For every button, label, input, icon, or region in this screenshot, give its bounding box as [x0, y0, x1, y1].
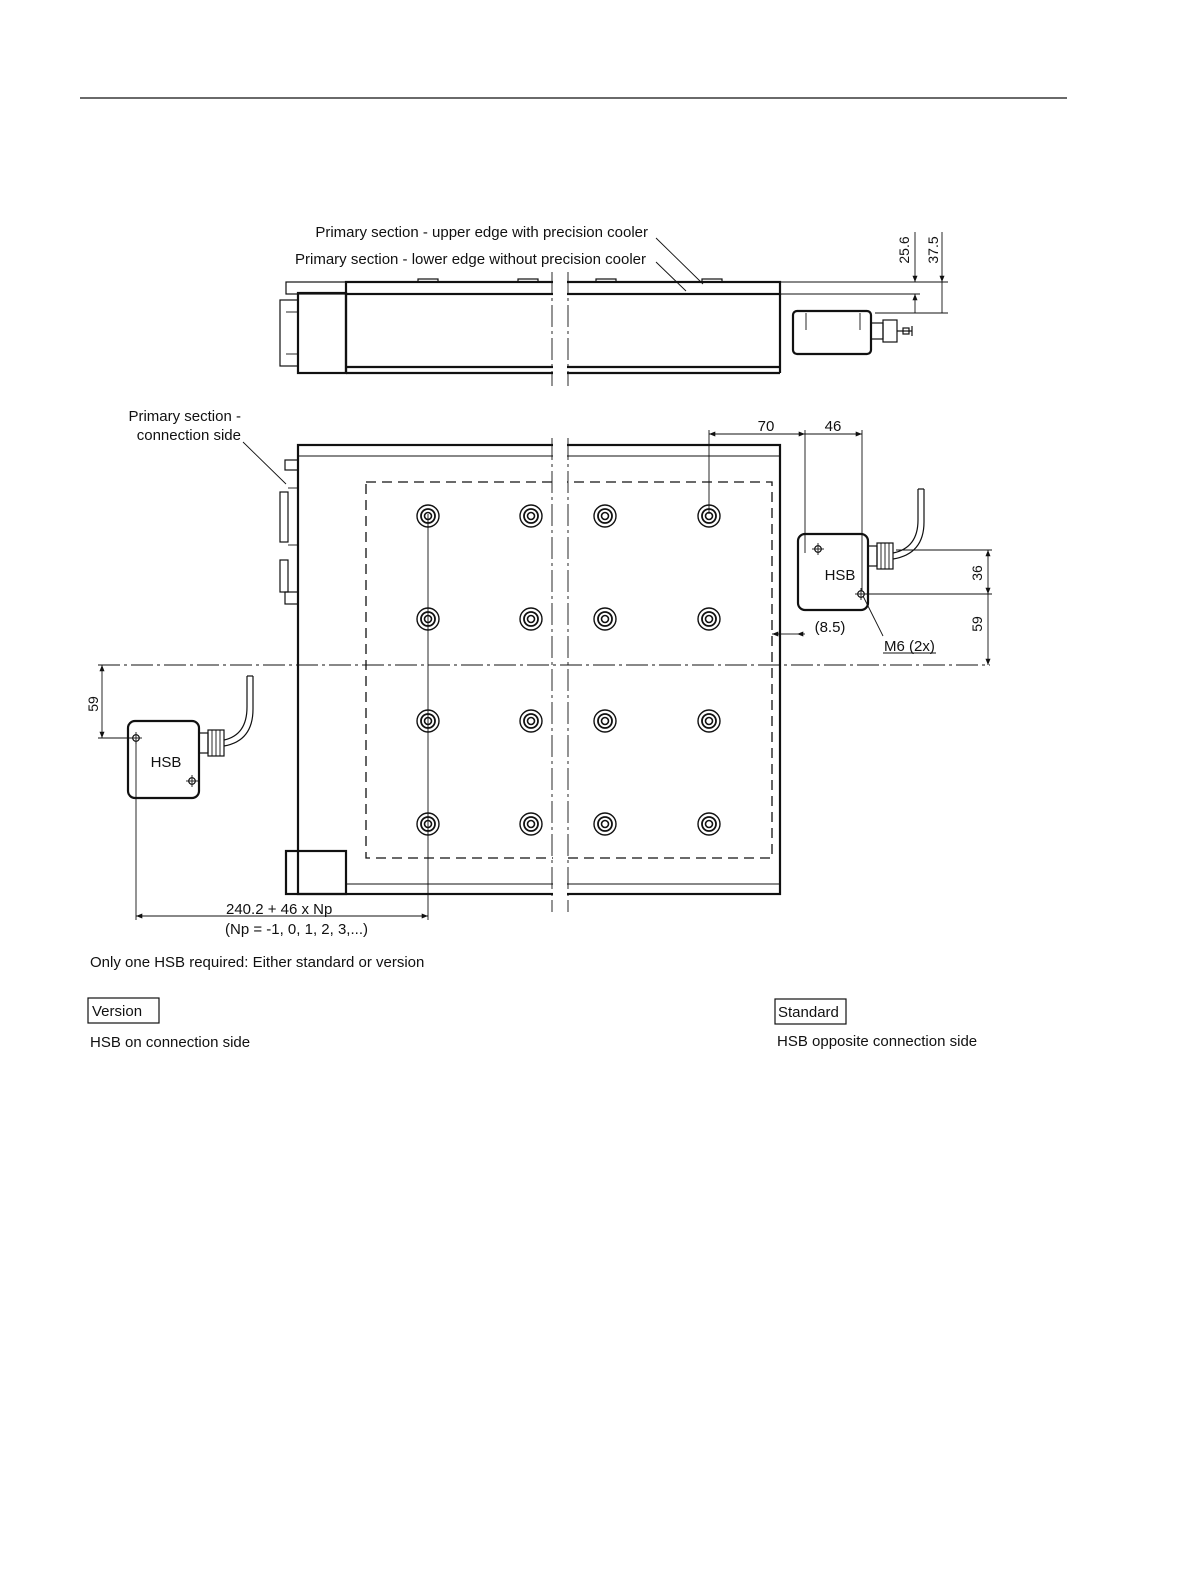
bolt	[594, 505, 616, 527]
bolt	[520, 813, 542, 835]
label-conn-side-2: connection side	[136, 427, 241, 444]
hsb-version	[128, 676, 253, 798]
bolt	[698, 710, 720, 732]
formula-line-1: 240.2 + 46 x Np	[226, 901, 333, 918]
label-m6: M6 (2x)	[884, 638, 935, 655]
bolt	[520, 710, 542, 732]
standard-box-label: Standard	[778, 1004, 839, 1021]
bolt	[594, 813, 616, 835]
formula-line-2: (Np = -1, 0, 1, 2, 3,...)	[225, 921, 368, 938]
dim-59-left: 59	[85, 696, 101, 712]
bolt	[520, 505, 542, 527]
bolt	[520, 608, 542, 630]
bolt	[698, 813, 720, 835]
note-one-hsb: Only one HSB required: Either standard or version	[90, 954, 425, 971]
label-upper-edge: Primary section - upper edge with precision cooler	[315, 224, 648, 241]
dim-25-6: 25.6	[896, 236, 912, 264]
top-view-dimensions	[98, 430, 992, 920]
version-desc: HSB on connection side	[90, 1034, 251, 1051]
label-lower-edge: Primary section - lower edge without precision cooler	[295, 251, 646, 268]
bolt-grid	[417, 505, 720, 835]
hsb-standard	[798, 489, 924, 610]
dim-70: 70	[757, 418, 775, 435]
bolt	[594, 710, 616, 732]
label-conn-side-1: Primary section -	[128, 408, 241, 425]
dim-46: 46	[824, 418, 842, 435]
bolt	[698, 608, 720, 630]
standard-desc: HSB opposite connection side	[777, 1033, 978, 1050]
hsb-standard-label: HSB	[824, 567, 856, 584]
version-box-label: Version	[92, 1003, 143, 1020]
dim-36: 36	[969, 565, 985, 581]
dim-37-5: 37.5	[925, 236, 941, 264]
hsb-version-label: HSB	[150, 754, 182, 771]
bolt	[594, 608, 616, 630]
dim-8-5: (8.5)	[814, 619, 846, 636]
dim-59-right: 59	[969, 616, 985, 632]
